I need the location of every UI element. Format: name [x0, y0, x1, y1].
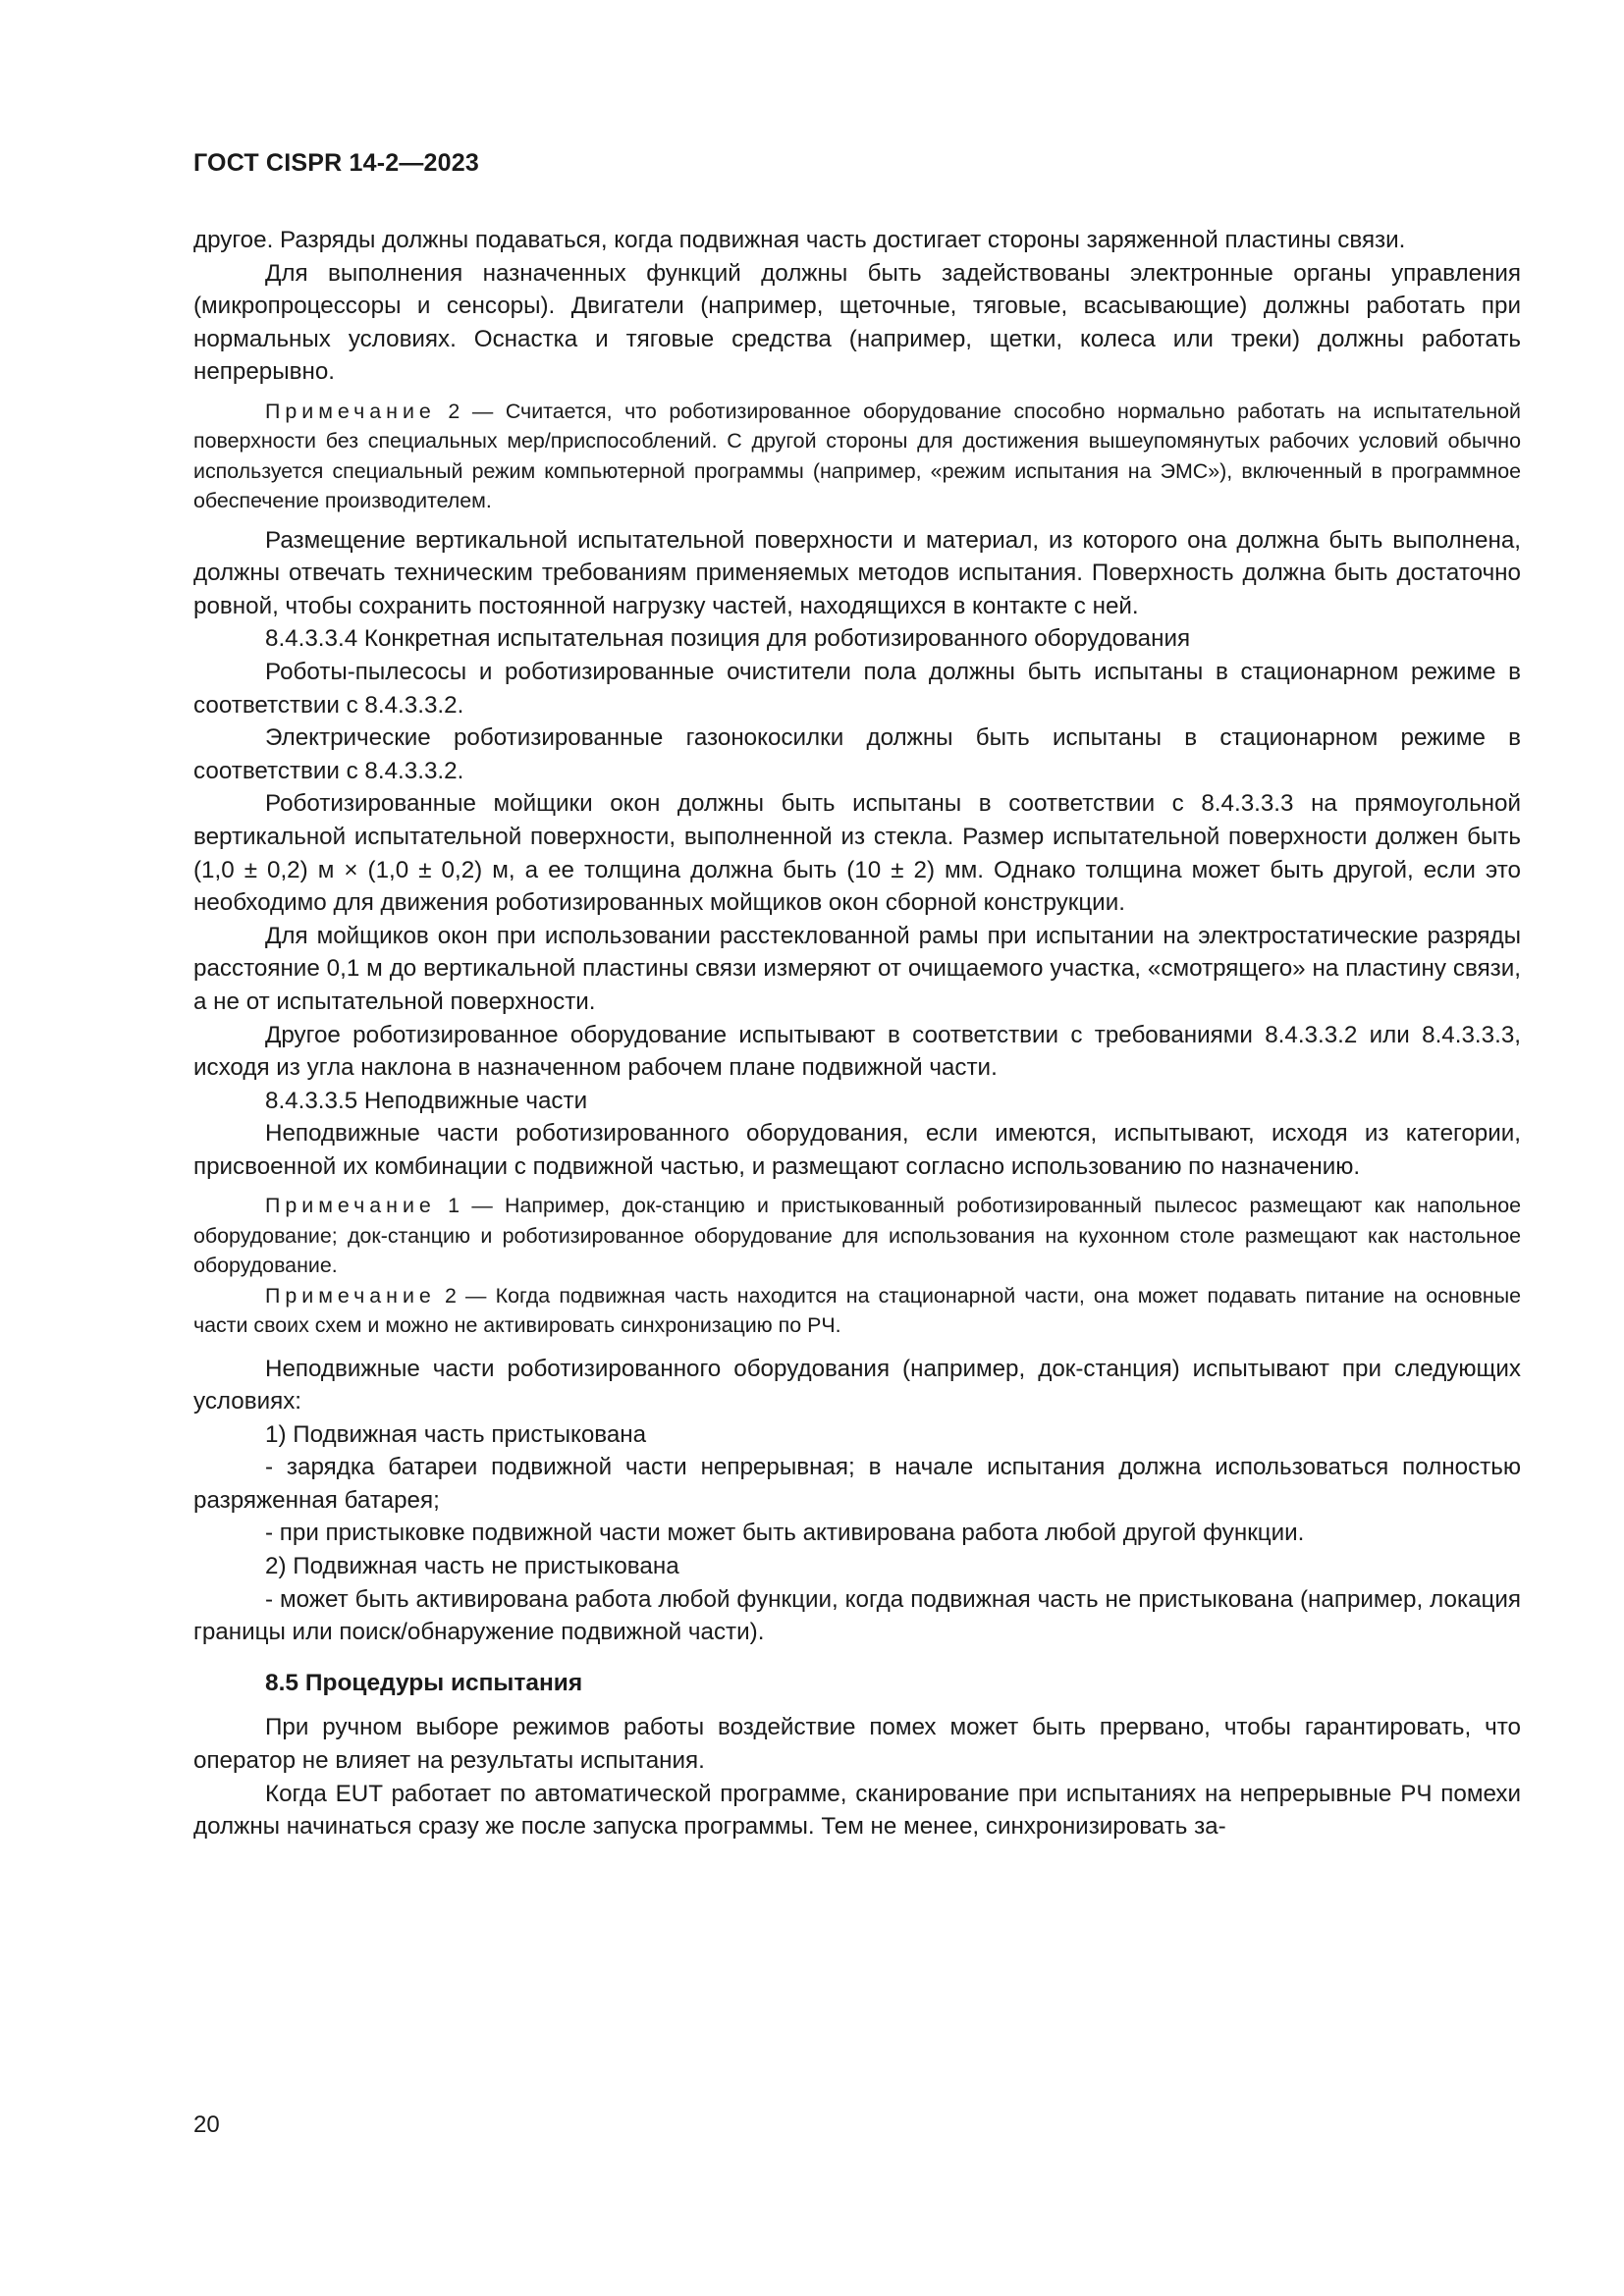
list-item: 2) Подвижная часть не пристыкована — [265, 1553, 679, 1580]
note-text: 2 — Считается, что роботизированное оборудование способно нормально работать на испытательной поверхности без специальных мер/приспособлений. С другой стороны для достижения вышеупомянутых рабочих условий обычно используется специальный режим компьютерной программы (например, «режим испытания на ЭМС»), включенный в программное обеспечение производителем. — [193, 399, 1521, 513]
note — [193, 1191, 1521, 1280]
note-label: Примечание — [265, 1283, 436, 1308]
paragraph: При ручном выборе режимов работы воздействие помех может быть прервано, чтобы гарантировать, что оператор не влияет на результаты испытания. — [193, 1714, 1521, 1775]
paragraph: Для мойщиков окон при использовании расстеклованной рамы при испытании на электростатические разряды расстояние 0,1 м до вертикальной пластины связи измеряют от очищаемого участка, «смотрящего» на пластину связи, а не от испытательной поверхности. — [193, 922, 1521, 1015]
standard-title: ГОСТ CISPR 14-2—2023 — [193, 149, 479, 177]
clause-heading: 8.4.3.3.5 Неподвижные части — [265, 1087, 588, 1114]
paragraph: Для выполнения назначенных функций должны быть задействованы электронные органы управления (микропроцессоры и сенсоры). Двигатели (например, щеточные, тяговые, всасывающие) должны работать при нормальных условиях. Оснастка и тяговые средства (например, щетки, колеса или треки) должны работать непрерывно. — [193, 259, 1521, 386]
paragraph: Когда EUT работает по автоматической программе, сканирование при испытаниях на непрерывные РЧ помехи должны начинаться сразу же после запуска программы. Тем не менее, синхронизировать за- — [193, 1780, 1521, 1841]
page-body — [193, 224, 1521, 1843]
paragraph: Размещение вертикальной испытательной поверхности и материал, из которого она должна быть выполнена, должны отвечать техническим требованиям применяемых методов испытания. Поверхность должна быть достаточно ровной, чтобы сохранить постоянной нагрузку частей, находящихся в контакте с ней. — [193, 526, 1521, 619]
section-heading: 8.5 Процедуры испытания — [265, 1669, 583, 1696]
paragraph: Неподвижные части роботизированного оборудования, если имеются, испытывают, исходя из категории, присвоенной их комбинации с подвижной частью, и размещают согласно использованию по назначению. — [193, 1120, 1521, 1180]
list-item: 1) Подвижная часть пристыкована — [265, 1420, 647, 1448]
note-text: 1 — Например, док-станцию и пристыкованный роботизированный пылесос размещают как напольное оборудование; док-станцию и роботизированное оборудование для использования на кухонном столе размещают как настольное оборудование. — [193, 1194, 1521, 1278]
paragraph: Неподвижные части роботизированного оборудования (например, док-станция) испытывают при следующих условиях: — [193, 1355, 1521, 1415]
list-item: - может быть активирована работа любой функции, когда подвижная часть не пристыкована (например, локация границы или поиск/обнаружение подвижной части). — [193, 1585, 1521, 1646]
paragraph: Другое роботизированное оборудование испытывают в соответствии с требованиями 8.4.3.3.2 или 8.4.3.3.3, исходя из угла наклона в назначенном рабочем плане подвижной части. — [193, 1021, 1521, 1082]
note — [193, 1281, 1521, 1341]
note — [193, 397, 1521, 516]
paragraph: другое. Разряды должны подаваться, когда подвижная часть достигает стороны заряженной пластины связи. — [193, 227, 1406, 253]
list-item: - зарядка батареи подвижной части непрерывная; в начале испытания должна использоваться полностью разряженная батарея; — [193, 1454, 1521, 1514]
note-text: 2 — Когда подвижная часть находится на стационарной части, она может подавать питание на основные части своих схем и можно не активировать синхронизацию по РЧ. — [193, 1283, 1521, 1338]
paragraph: Электрические роботизированные газонокосилки должны быть испытаны в стационарном режиме в соответствии с 8.4.3.3.2. — [193, 724, 1521, 784]
list-item: - при пристыковке подвижной части может быть активирована работа любой другой функции. — [265, 1520, 1305, 1547]
paragraph: Роботизированные мойщики окон должны быть испытаны в соответствии с 8.4.3.3.3 на прямоугольной вертикальной испытательной поверхности, выполненной из стекла. Размер испытательной поверхности должен быть (1,0 ± 0,2) м × (1,0 ± 0,2) м, а ее толщина должна быть (10 ± 2) мм. Однако толщина может быть другой, если это необходимо для движения роботизированных мойщиков окон сборной конструкции. — [193, 790, 1521, 917]
note-label: Примечание — [265, 1194, 436, 1218]
clause-heading: 8.4.3.3.4 Конкретная испытательная позиция для роботизированного оборудования — [265, 625, 1191, 653]
note-label: Примечание — [265, 399, 436, 423]
paragraph: Роботы-пылесосы и роботизированные очистители пола должны быть испытаны в стационарном режиме в соответствии с 8.4.3.3.2. — [193, 658, 1521, 719]
page-number: 20 — [193, 2111, 220, 2138]
